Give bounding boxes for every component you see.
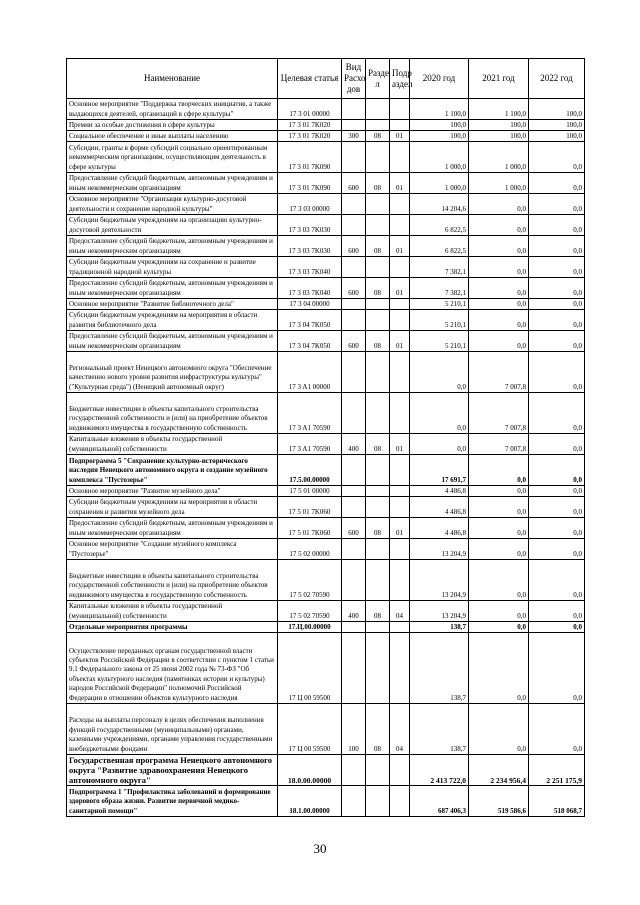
cell-2022: 0,0 [529,539,585,560]
cell-name: Основное мероприятие "Создание музейного комплекса "Пустозерье" [67,539,278,560]
table-row [67,194,585,215]
cell-expense-type: 300 [342,131,366,142]
cell-target-article: 17 3 01 7K020 [278,131,342,142]
cell-name: Расходы на выплаты персоналу в целях обеспечения выполнения функций государственными (муниципальными) органами, казенными учреждениями, органами управления государственными внебюджетными фондами [67,704,278,755]
cell-subsection: 01 [390,236,410,257]
cell-name: Капитальные вложения в объекты государственной (муниципальной) собственности [67,434,278,455]
cell-2021: 2 234 956,4 [469,755,529,786]
table-row [67,434,585,455]
cell-target-article: 17 5 02 70590 [278,601,342,622]
cell-2020: 0,0 [410,434,469,455]
header-2020: 2020 год [410,59,469,99]
cell-name: Основное мероприятие "Организация культурно-досуговой деятельности и сохранение народной культуры" [67,194,278,215]
cell-subsection [390,755,410,786]
cell-name: Капитальные вложения в объекты государственной (муниципальной) собственности [67,601,278,622]
cell-section: 08 [366,601,390,622]
cell-target-article: 17 3 A1 70590 [278,393,342,434]
cell-2022: 0,0 [529,215,585,236]
cell-expense-type [342,99,366,120]
cell-2022: 0,0 [529,257,585,278]
cell-name: Бюджетные инвестиции в объекты капитального строительства государственной собственности и (или) на приобретение объектов недвижимого имущества в государственную собственность [67,393,278,434]
cell-subsection [390,99,410,120]
cell-target-article: 17 3 01 7K090 [278,173,342,194]
cell-subsection [390,497,410,518]
cell-subsection: 01 [390,518,410,539]
cell-subsection: 01 [390,131,410,142]
cell-2022: 0,0 [529,142,585,173]
cell-2021: 7 007,8 [469,393,529,434]
cell-expense-type [342,539,366,560]
cell-section [366,99,390,120]
cell-2020: 687 406,3 [410,786,469,817]
header-podrazdel: Подр аздел [390,59,410,99]
cell-2022: 0,0 [529,278,585,299]
cell-2021: 0,0 [469,194,529,215]
cell-target-article: 17 5 02 70590 [278,560,342,601]
cell-target-article: 17 5 02 00000 [278,539,342,560]
cell-section: 08 [366,704,390,755]
cell-subsection [390,393,410,434]
cell-2022: 0,0 [529,622,585,633]
cell-2022: 0,0 [529,704,585,755]
cell-2022: 0,0 [529,434,585,455]
cell-2021: 0,0 [469,331,529,352]
cell-subsection [390,194,410,215]
cell-name: Субсидии бюджетным учреждениям на мероприятия в области развития библиотечного дела [67,310,278,331]
cell-expense-type [342,352,366,393]
table-row [67,633,585,704]
cell-2021: 1 000,0 [469,173,529,194]
cell-section: 08 [366,131,390,142]
cell-2021: 1 100,0 [469,99,529,120]
table-row [67,704,585,755]
cell-2020: 2 413 722,0 [410,755,469,786]
cell-2022: 0,0 [529,173,585,194]
cell-2021: 0,0 [469,236,529,257]
cell-2020: 5 210,1 [410,299,469,310]
cell-2021: 519 586,6 [469,786,529,817]
cell-2021: 0,0 [469,455,529,486]
cell-2022: 0,0 [529,236,585,257]
cell-2020: 0,0 [410,352,469,393]
cell-2020: 13 204,9 [410,560,469,601]
table-row [67,131,585,142]
cell-target-article: 17 3 04 7K050 [278,331,342,352]
header-razdel: Разде л [366,59,390,99]
cell-section [366,215,390,236]
cell-subsection [390,142,410,173]
cell-2021: 0,0 [469,704,529,755]
cell-subsection [390,257,410,278]
cell-2021: 1 000,0 [469,142,529,173]
cell-name: Социальное обеспечение и иные выплаты населению [67,131,278,142]
cell-2021: 0,0 [469,486,529,497]
cell-2021: 0,0 [469,497,529,518]
cell-expense-type: 600 [342,173,366,194]
cell-name: Подпрограмма 1 "Профилактика заболеваний и формирование здорового образа жизни. Развитие первичной медико-санитарной помощи" [67,786,278,817]
cell-2022: 0,0 [529,633,585,704]
table-row [67,331,585,352]
cell-expense-type [342,497,366,518]
cell-2020: 100,0 [410,131,469,142]
cell-target-article: 17 3 03 7K040 [278,278,342,299]
table-row [67,755,585,786]
cell-subsection: 01 [390,434,410,455]
cell-section: 08 [366,331,390,352]
cell-target-article: 17 3 01 7K090 [278,142,342,173]
cell-expense-type [342,299,366,310]
table-body [67,99,585,817]
cell-expense-type: 600 [342,518,366,539]
cell-section [366,310,390,331]
table-row [67,539,585,560]
cell-2021: 0,0 [469,622,529,633]
cell-2021: 0,0 [469,518,529,539]
cell-2022: 0,0 [529,194,585,215]
cell-expense-type [342,455,366,486]
cell-2021: 0,0 [469,310,529,331]
cell-section [366,633,390,704]
cell-expense-type [342,633,366,704]
cell-2021: 0,0 [469,560,529,601]
cell-section [366,352,390,393]
table-row [67,278,585,299]
cell-2022: 0,0 [529,352,585,393]
header-2022: 2022 год [529,59,585,99]
cell-section [366,622,390,633]
cell-target-article: 17 3 01 7K020 [278,120,342,131]
cell-subsection: 01 [390,278,410,299]
cell-2022: 100,0 [529,120,585,131]
table-row [67,215,585,236]
cell-2020: 5 210,1 [410,331,469,352]
cell-name: Подпрограмма 5 "Сохранение культурно-исторического наследия Ненецкого автономного округа и создание музейного комплекса "Пустозерье" [67,455,278,486]
table-row [67,486,585,497]
cell-target-article: 17 3 03 7K030 [278,215,342,236]
table-row [67,622,585,633]
cell-subsection [390,622,410,633]
cell-subsection: 01 [390,331,410,352]
cell-name: Субсидии бюджетным учреждениям на организацию культурно-досуговой деятельности [67,215,278,236]
cell-subsection [390,786,410,817]
cell-target-article: 17 Ц 00 59500 [278,633,342,704]
cell-2022: 0,0 [529,310,585,331]
cell-2022: 0,0 [529,299,585,310]
cell-expense-type: 600 [342,236,366,257]
cell-target-article: 17.5.00.00000 [278,455,342,486]
cell-2022: 518 068,7 [529,786,585,817]
cell-expense-type [342,486,366,497]
table-row [67,560,585,601]
table-row [67,393,585,434]
cell-name: Субсидии бюджетным учреждениям на сохранение и развитие традиционной народной культуры [67,257,278,278]
cell-expense-type [342,622,366,633]
cell-section [366,194,390,215]
cell-target-article: 17 3 A1 00000 [278,352,342,393]
cell-name: Премии за особые достижения в сфере культуры [67,120,278,131]
cell-name: Предоставление субсидий бюджетным, автономным учреждениям и иным некоммерческим организациям [67,518,278,539]
cell-expense-type [342,786,366,817]
cell-name: Предоставление субсидий бюджетным, автономным учреждениям и иным некоммерческим организациям [67,173,278,194]
cell-target-article: 18.0.00.00000 [278,755,342,786]
header-article: Целевая статья [278,59,342,99]
cell-expense-type [342,215,366,236]
cell-2022: 0,0 [529,486,585,497]
cell-expense-type: 100 [342,704,366,755]
cell-section [366,486,390,497]
cell-section [366,120,390,131]
cell-expense-type [342,560,366,601]
cell-section [366,142,390,173]
cell-target-article: 17 Ц 00 59500 [278,704,342,755]
cell-subsection [390,455,410,486]
cell-section: 08 [366,518,390,539]
cell-section: 08 [366,278,390,299]
cell-2022: 0,0 [529,601,585,622]
cell-2020: 7 382,1 [410,257,469,278]
cell-2020: 1 000,0 [410,142,469,173]
header-vid: Вид Расхо дов [342,59,366,99]
cell-2020: 7 382,1 [410,278,469,299]
table-row [67,352,585,393]
cell-subsection [390,215,410,236]
cell-subsection [390,486,410,497]
cell-section [366,299,390,310]
cell-section [366,257,390,278]
table-row [67,786,585,817]
cell-2020: 138,7 [410,622,469,633]
cell-2021: 7 007,8 [469,352,529,393]
cell-2020: 4 486,8 [410,497,469,518]
cell-2022: 0,0 [529,518,585,539]
cell-expense-type: 600 [342,331,366,352]
table-row [67,236,585,257]
cell-2021: 0,0 [469,539,529,560]
cell-2020: 138,7 [410,633,469,704]
header-name: Наименование [67,59,278,99]
cell-2020: 0,0 [410,393,469,434]
cell-target-article: 17 3 03 7K040 [278,257,342,278]
table-row [67,173,585,194]
cell-subsection [390,299,410,310]
cell-2020: 5 210,1 [410,310,469,331]
cell-name: Предоставление субсидий бюджетным, автономным учреждениям и иным некоммерческим организациям [67,236,278,257]
cell-subsection: 04 [390,704,410,755]
cell-2021: 7 007,8 [469,434,529,455]
cell-target-article: 17 3 A1 70590 [278,434,342,455]
cell-subsection [390,539,410,560]
cell-2021: 0,0 [469,278,529,299]
cell-2022: 0,0 [529,455,585,486]
cell-2020: 6 822,5 [410,236,469,257]
cell-section [366,786,390,817]
cell-section: 08 [366,434,390,455]
cell-2020: 13 204,9 [410,601,469,622]
cell-subsection [390,633,410,704]
cell-name: Субсидии бюджетным учреждениям на мероприятия в области сохранения и развития музейного дела [67,497,278,518]
cell-2020: 1 000,0 [410,173,469,194]
cell-name: Государственная программа Ненецкого автономного округа "Развитие здравоохранения Ненецкого автономного округа" [67,755,278,786]
table-row [67,601,585,622]
cell-2022: 2 251 175,9 [529,755,585,786]
cell-subsection [390,352,410,393]
budget-table [66,58,585,817]
cell-name: Осуществление переданных органам государственной власти субъектов Российской Федерации в соответствии с пунктом 1 статьи 9.1 Федерального закона от 25 июня 2002 года № 73-ФЗ "Об объектах культурного наследия (памятниках истории и культуры) народов Российской Федерации" полномочий Российской Федерации в отношении объектов культурного наследия [67,633,278,704]
cell-expense-type: 400 [342,434,366,455]
cell-expense-type [342,755,366,786]
cell-2020: 4 486,8 [410,518,469,539]
cell-name: Основное мероприятие "Поддержка творческих инициатив, а также выдающихся деятелей, организаций в сфере культуры" [67,99,278,120]
cell-name: Предоставление субсидий бюджетным, автономным учреждениям и иным некоммерческим организациям [67,278,278,299]
cell-target-article: 17 3 04 00000 [278,299,342,310]
cell-expense-type [342,120,366,131]
table-row [67,142,585,173]
cell-name: Субсидии, гранты в форме субсидий социально ориентированным некоммерческим организациям, осуществляющим деятельность в сфере культуры [67,142,278,173]
table-row [67,455,585,486]
cell-target-article: 17 3 01 00000 [278,99,342,120]
cell-target-article: 17 3 03 00000 [278,194,342,215]
cell-2021: 0,0 [469,215,529,236]
cell-2020: 17 691,7 [410,455,469,486]
cell-2021: 0,0 [469,257,529,278]
cell-expense-type [342,257,366,278]
cell-2021: 0,0 [469,633,529,704]
cell-section [366,755,390,786]
table-row [67,257,585,278]
cell-name: Основное мероприятие "Развитие библиотечного дела" [67,299,278,310]
cell-2020: 100,0 [410,120,469,131]
cell-2020: 6 822,5 [410,215,469,236]
cell-section [366,393,390,434]
cell-expense-type [342,310,366,331]
cell-expense-type: 600 [342,278,366,299]
cell-2021: 0,0 [469,299,529,310]
table-row [67,99,585,120]
cell-2020: 138,7 [410,704,469,755]
cell-2022: 0,0 [529,331,585,352]
table-row [67,120,585,131]
cell-section: 08 [366,173,390,194]
cell-expense-type [342,194,366,215]
cell-target-article: 17 5 01 7K060 [278,518,342,539]
cell-2022: 0,0 [529,497,585,518]
cell-2021: 0,0 [469,601,529,622]
cell-target-article: 17 5 01 00000 [278,486,342,497]
table-row [67,299,585,310]
cell-name: Бюджетные инвестиции в объекты капитального строительства государственной собственности и (или) на приобретение объектов недвижимого имущества в государственную собственность [67,560,278,601]
cell-2020: 4 486,8 [410,486,469,497]
cell-name: Отдельные мероприятия программы [67,622,278,633]
cell-2021: 100,0 [469,120,529,131]
cell-2021: 100,0 [469,131,529,142]
cell-target-article: 18.1.00.00000 [278,786,342,817]
cell-subsection [390,120,410,131]
cell-2022: 0,0 [529,393,585,434]
cell-subsection [390,310,410,331]
cell-2022: 100,0 [529,131,585,142]
cell-2022: 0,0 [529,560,585,601]
cell-2020: 1 100,0 [410,99,469,120]
cell-section [366,497,390,518]
cell-section [366,455,390,486]
cell-2020: 13 204,9 [410,539,469,560]
cell-2020: 14 204,6 [410,194,469,215]
cell-expense-type [342,393,366,434]
table-header-row [67,59,585,99]
table-row [67,497,585,518]
cell-name: Основное мероприятие "Развитие музейного дела" [67,486,278,497]
cell-expense-type: 400 [342,601,366,622]
cell-name: Региональный проект Ненецкого автономного округа "Обеспечение качественно нового уровня развития инфраструктуры культуры" ("Культурная среда") (Ненецкий автономный округ) [67,352,278,393]
cell-name: Предоставление субсидий бюджетным, автономным учреждениям и иным некоммерческим организациям [67,331,278,352]
page-number: 30 [313,841,327,856]
table-row [67,518,585,539]
cell-section [366,560,390,601]
cell-section: 08 [366,236,390,257]
cell-target-article: 17 3 04 7K050 [278,310,342,331]
cell-subsection: 04 [390,601,410,622]
cell-expense-type [342,142,366,173]
cell-subsection [390,560,410,601]
cell-target-article: 17.Ц.00.00000 [278,622,342,633]
cell-section [366,539,390,560]
cell-subsection: 01 [390,173,410,194]
header-2021: 2021 год [469,59,529,99]
cell-target-article: 17 3 03 7K030 [278,236,342,257]
cell-2022: 100,0 [529,99,585,120]
table-row [67,310,585,331]
cell-target-article: 17 5 01 7K060 [278,497,342,518]
